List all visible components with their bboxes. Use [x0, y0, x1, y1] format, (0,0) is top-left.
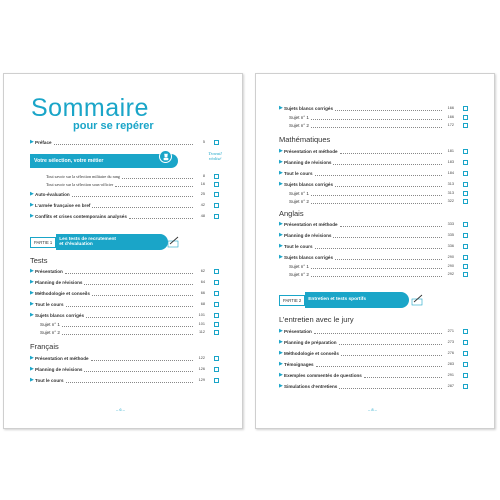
toc-entry-entretien-5[interactable]: ▶ Exemples commentés de questions 291 [279, 372, 468, 379]
checkbox-icon[interactable] [463, 362, 468, 367]
arrow-bullet-icon: ▶ [30, 290, 34, 296]
checkbox-icon[interactable] [214, 322, 219, 327]
toc-entry-tests-4[interactable]: ▶ Tout le cours 68 [30, 301, 219, 308]
arrow-bullet-icon: ▶ [30, 268, 34, 274]
toc-entry-auto-evaluation[interactable]: ▶ Auto-évaluation 25 [30, 191, 219, 198]
toc-entry-maths-4[interactable]: ▶ Sujets blancs corrigés 313 [279, 181, 468, 188]
arrow-bullet-icon: ▶ [279, 170, 283, 176]
toc-entry-tests-1[interactable]: ▶ Présentation 62 [30, 268, 219, 275]
toc-entry-maths-sujet-1[interactable]: Sujet n° 1 313 [279, 190, 468, 197]
toc-entry-tests-sujet-1[interactable]: Sujet n° 1 101 [30, 321, 219, 328]
arrow-bullet-icon: ▶ [30, 366, 34, 372]
toc-entry-armee[interactable]: ▶ L’armée française en bref 42 [30, 202, 219, 209]
toc-entry-fr-sujet-1[interactable]: Sujet n° 1 166 [279, 114, 468, 121]
checkbox-icon[interactable] [214, 280, 219, 285]
checkbox-icon[interactable] [463, 191, 468, 196]
arrow-bullet-icon: ▶ [279, 254, 283, 260]
checkbox-icon[interactable] [463, 123, 468, 128]
checkbox-icon[interactable] [463, 340, 468, 345]
arrow-bullet-icon: ▶ [279, 159, 283, 165]
toc-entry-tests-5[interactable]: ▶ Sujets blancs corrigés 101 [30, 312, 219, 319]
checkbox-icon[interactable] [463, 255, 468, 260]
section-heading-tests: Tests [30, 256, 48, 265]
section-heading-entretien: L’entretien avec le jury [279, 315, 354, 324]
page-title: Sommaire [31, 94, 149, 122]
travail-realise-label: Travail réalisé [208, 151, 222, 161]
person-hat-icon [159, 150, 172, 163]
arrow-bullet-icon: ▶ [279, 232, 283, 238]
partie-number: PARTIE 1 [30, 237, 56, 248]
checkbox-icon[interactable] [463, 149, 468, 154]
partie-2-banner [279, 292, 409, 308]
toc-entry-selection-2[interactable]: Tout savoir sur la sélection sous-officier 16 [30, 181, 219, 188]
arrow-bullet-icon: ▶ [279, 350, 283, 356]
checkbox-icon[interactable] [463, 160, 468, 165]
arrow-bullet-icon: ▶ [30, 279, 34, 285]
partie-1-banner [30, 234, 168, 250]
checkbox-icon[interactable] [214, 182, 219, 187]
checkbox-icon[interactable] [463, 182, 468, 187]
toc-entry-maths-3[interactable]: ▶ Tout le cours 184 [279, 170, 468, 177]
checkbox-icon[interactable] [463, 244, 468, 249]
checkbox-icon[interactable] [463, 384, 468, 389]
arrow-bullet-icon: ▶ [30, 355, 34, 361]
toc-entry-francais-1[interactable]: ▶ Présentation et méthode 122 [30, 355, 219, 362]
arrow-bullet-icon: ▶ [279, 181, 283, 187]
partie-title: Entretien et tests sportifs [305, 292, 409, 308]
section-heading-francais: Français [30, 342, 59, 351]
checkbox-icon[interactable] [463, 233, 468, 238]
toc-entry-fr-sujet-2[interactable]: Sujet n° 2 172 [279, 122, 468, 129]
arrow-bullet-icon: ▶ [30, 312, 34, 318]
checkbox-icon[interactable] [214, 291, 219, 296]
toc-entry-entretien-4[interactable]: ▶ Témoignages 283 [279, 361, 468, 368]
arrow-bullet-icon: ▶ [30, 191, 34, 197]
toc-entry-anglais-sujet-2[interactable]: Sujet n° 2 292 [279, 271, 468, 278]
toc-entry-anglais-2[interactable]: ▶ Planning de révisions 335 [279, 232, 468, 239]
arrow-bullet-icon: ▶ [30, 213, 34, 219]
checkbox-icon[interactable] [214, 330, 219, 335]
arrow-bullet-icon: ▶ [279, 372, 283, 378]
page-number: – 8 – [368, 407, 377, 412]
checkbox-icon[interactable] [463, 199, 468, 204]
toc-entry-anglais-4[interactable]: ▶ Sujets blancs corrigés 290 [279, 254, 468, 261]
checkbox-icon[interactable] [463, 171, 468, 176]
arrow-bullet-icon: ▶ [279, 243, 283, 249]
toc-entry-preface[interactable]: ▶ Préface 5 [30, 139, 219, 146]
checkbox-icon[interactable] [214, 192, 219, 197]
toc-entry-conflits[interactable]: ▶ Conflits et crises contemporains analysés 48 [30, 213, 219, 220]
arrow-bullet-icon: ▶ [30, 301, 34, 307]
toc-entry-entretien-6[interactable]: ▶ Simulations d’entretiens 287 [279, 383, 468, 390]
toc-entry-maths-2[interactable]: ▶ Planning de révisions 183 [279, 159, 468, 166]
page-subtitle: pour se repérer [73, 120, 154, 132]
pen-paper-icon [409, 292, 425, 308]
toc-entry-selection-1[interactable]: Tout savoir sur la sélection militaire du rang 8 [30, 173, 219, 180]
checkbox-icon[interactable] [214, 378, 219, 383]
partie-number: PARTIE 2 [279, 295, 305, 306]
checkbox-icon[interactable] [214, 269, 219, 274]
checkbox-icon[interactable] [463, 373, 468, 378]
toc-entry-entretien-3[interactable]: ▶ Méthodologie et conseils 276 [279, 350, 468, 357]
checkbox-icon[interactable] [463, 329, 468, 334]
toc-entry-tests-3[interactable]: ▶ Méthodologie et conseils 66 [30, 290, 219, 297]
toc-entry-entretien-2[interactable]: ▶ Planning de préparation 273 [279, 339, 468, 346]
arrow-bullet-icon: ▶ [30, 377, 34, 383]
toc-entry-anglais-1[interactable]: ▶ Présentation et méthode 333 [279, 221, 468, 228]
arrow-bullet-icon: ▶ [279, 105, 283, 111]
checkbox-icon[interactable] [214, 174, 219, 179]
arrow-bullet-icon: ▶ [30, 202, 34, 208]
partie-title: Les tests de recrutement et d’évaluation [56, 234, 168, 250]
arrow-bullet-icon: ▶ [279, 361, 283, 367]
checkbox-icon[interactable] [463, 106, 468, 111]
arrow-bullet-icon: ▶ [279, 221, 283, 227]
toc-entry-anglais-3[interactable]: ▶ Tout le cours 336 [279, 243, 468, 250]
arrow-bullet-icon: ▶ [279, 148, 283, 154]
checkbox-icon[interactable] [214, 356, 219, 361]
checkbox-icon[interactable] [214, 203, 219, 208]
checkbox-icon[interactable] [463, 351, 468, 356]
page-number: – 6 – [116, 407, 125, 412]
toc-entry-fr-sujets[interactable]: ▶ Sujets blancs corrigés 166 [279, 105, 468, 112]
toc-entry-tests-2[interactable]: ▶ Planning de révisions 64 [30, 279, 219, 286]
arrow-bullet-icon: ▶ [279, 339, 283, 345]
toc-entry-entretien-1[interactable]: ▶ Présentation 271 [279, 328, 468, 335]
checkbox-icon[interactable] [214, 302, 219, 307]
toc-entry-tests-sujet-2[interactable]: Sujet n° 2 112 [30, 329, 219, 336]
toc-entry-francais-2[interactable]: ▶ Planning de révisions 126 [30, 366, 219, 373]
checkbox-icon[interactable] [214, 140, 219, 145]
arrow-bullet-icon: ▶ [30, 139, 34, 145]
checkbox-icon[interactable] [463, 264, 468, 269]
arrow-bullet-icon: ▶ [279, 383, 283, 389]
checkbox-icon[interactable] [214, 367, 219, 372]
checkbox-icon[interactable] [214, 214, 219, 219]
section-banner: Votre sélection, votre métier [30, 154, 178, 168]
right-page [255, 73, 495, 429]
checkbox-icon[interactable] [463, 222, 468, 227]
checkbox-icon[interactable] [463, 115, 468, 120]
section-heading-anglais: Anglais [279, 209, 304, 218]
toc-entry-maths-sujet-2[interactable]: Sujet n° 2 322 [279, 198, 468, 205]
pen-paper-icon [165, 234, 181, 250]
left-page [3, 73, 243, 429]
toc-entry-maths-1[interactable]: ▶ Présentation et méthode 181 [279, 148, 468, 155]
checkbox-icon[interactable] [214, 313, 219, 318]
toc-entry-francais-3[interactable]: ▶ Tout le cours 129 [30, 377, 219, 384]
arrow-bullet-icon: ▶ [279, 328, 283, 334]
toc-entry-anglais-sujet-1[interactable]: Sujet n° 1 290 [279, 263, 468, 270]
section-heading-maths: Mathématiques [279, 135, 331, 144]
checkbox-icon[interactable] [463, 272, 468, 277]
